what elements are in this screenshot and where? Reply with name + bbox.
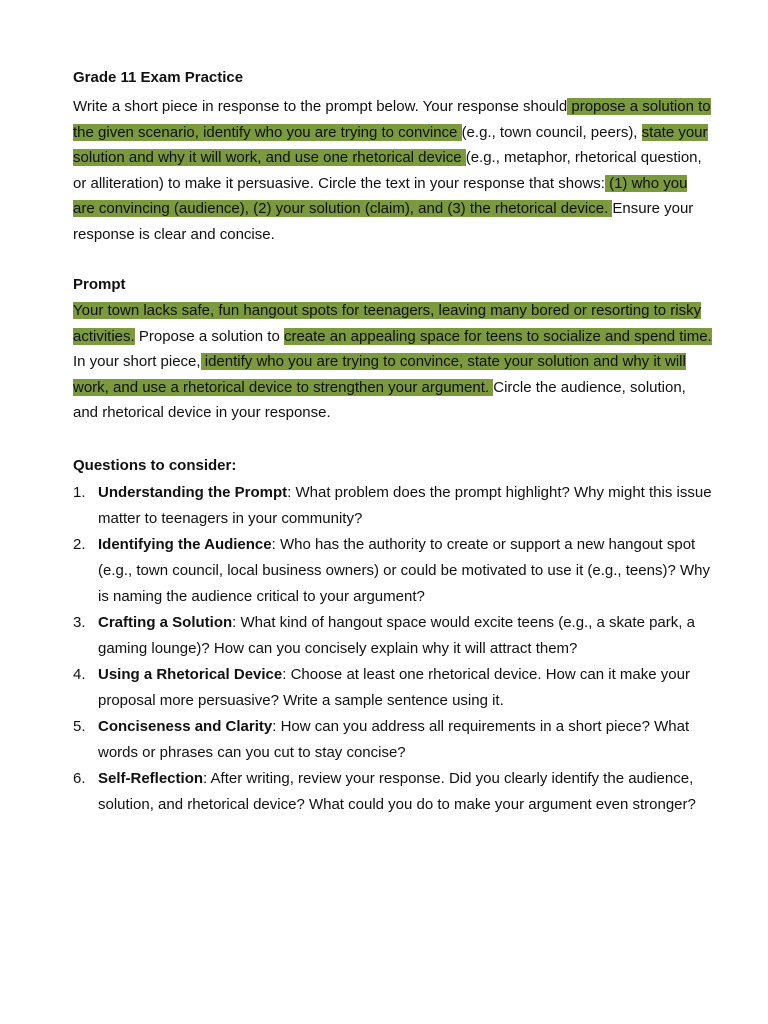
prompt-section xyxy=(73,272,713,426)
intro-segment: Ensure your response is clear and concise. xyxy=(73,200,694,243)
intro-segment: Write a short piece in response to the prompt below. Your response should xyxy=(73,98,568,115)
prompt-title: Prompt xyxy=(73,276,126,293)
prompt-segment: In your short piece, xyxy=(73,353,201,371)
intro-segment: (e.g., metaphor, rhetorical question, or alliteration) to make it persuasive. Circle the text in your response that shows: xyxy=(73,149,702,192)
question-item xyxy=(73,766,713,818)
prompt-highlight: identify who you are trying to convince, state your solution and why it will work, and use a rhetorical device to strengthen your argument. xyxy=(73,353,686,396)
question-item xyxy=(73,532,713,610)
question-number: 3. xyxy=(73,614,86,631)
intro-title: Grade 11 Exam Practice xyxy=(73,69,244,86)
question-text: : Who has the authority to create or support a new hangout spot (e.g., town council, local business owners) or could be motivated to use it (e.g., teens)? Why is naming the audience critical to your argument? xyxy=(98,536,710,605)
question-term: Understanding the Prompt xyxy=(98,484,288,501)
question-text: : What problem does the prompt highlight? Why might this issue matter to teenagers in your community? xyxy=(98,484,712,527)
question-text: : Choose at least one rhetorical device. How can it make your proposal more persuasive? Write a sample sentence using it. xyxy=(98,666,690,709)
question-text: : After writing, review your response. Did you clearly identify the audience, solution, and rhetorical device? What could you do to make your argument even stronger? xyxy=(98,770,696,813)
question-item xyxy=(73,610,713,662)
question-text: : What kind of hangout space would excite teens (e.g., a skate park, a gaming lounge)? How can you concisely explain why it will attract them? xyxy=(98,614,695,657)
question-number: 4. xyxy=(73,666,86,683)
questions-list xyxy=(73,480,713,818)
prompt-segment: Circle the audience, solution, and rhetorical device in your response. xyxy=(73,378,686,422)
question-item xyxy=(73,662,713,714)
prompt-highlight: Your town lacks safe, fun hangout spots for teenagers, leaving many bored or resorting to risky activities. xyxy=(73,302,702,345)
question-number: 1. xyxy=(73,484,86,501)
question-term: Self-Reflection xyxy=(98,770,204,787)
question-item xyxy=(73,714,713,766)
questions-header xyxy=(73,453,713,479)
intro-segment: (e.g., town council, peers), xyxy=(461,123,642,141)
question-number: 5. xyxy=(73,718,86,735)
intro-highlight: propose a solution to the given scenario, identify who you are trying to convince xyxy=(73,98,711,141)
prompt-highlight: create an appealing space for teens to socialize and spend time. xyxy=(283,327,712,345)
intro-highlight: state your solution and why it will work, and use one rhetorical device xyxy=(73,123,708,167)
question-number: 2. xyxy=(73,536,86,553)
question-term: Conciseness and Clarity xyxy=(98,718,273,735)
questions-title: Questions to consider: xyxy=(73,457,237,474)
question-term: Identifying the Audience xyxy=(98,536,272,553)
intro-section xyxy=(73,65,713,248)
prompt-paragraph xyxy=(73,298,713,426)
question-term: Crafting a Solution xyxy=(98,614,233,631)
question-term: Using a Rhetorical Device xyxy=(98,666,283,683)
intro-highlight: (1) who you are convincing (audience), (2) your solution (claim), and (3) the rhetorical device. xyxy=(73,174,688,218)
intro-paragraph xyxy=(73,94,713,248)
question-text: : How can you address all requirements in a short piece? What words or phrases can you cut to stay concise? xyxy=(98,718,690,761)
question-item xyxy=(73,480,713,532)
question-number: 6. xyxy=(73,770,86,787)
prompt-segment: Propose a solution to xyxy=(134,327,284,345)
